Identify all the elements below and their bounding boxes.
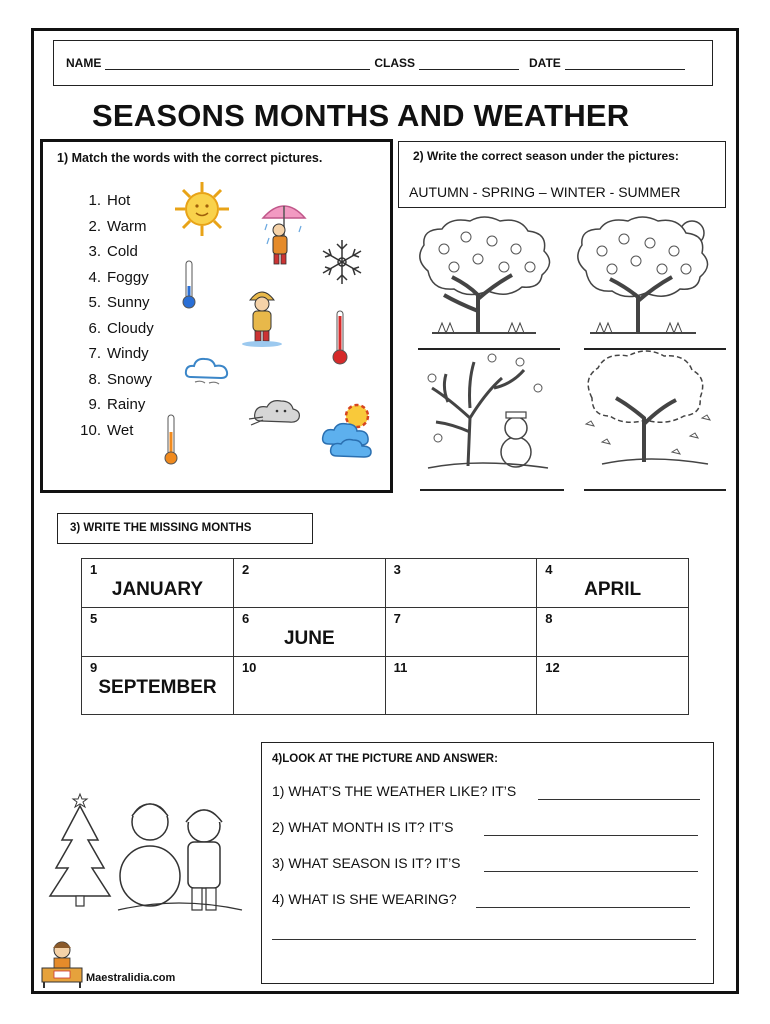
answer-line-month[interactable] (484, 835, 698, 836)
picture-questions-section (261, 742, 714, 984)
date-label: DATE (529, 56, 561, 70)
list-item: 6. Cloudy (88, 319, 154, 337)
month-cell[interactable]: 6 JUNE (233, 608, 385, 657)
winter-tree-icon[interactable] (408, 348, 560, 474)
month-cell[interactable]: 12 (537, 657, 689, 715)
month-cell[interactable]: 10 (233, 657, 385, 715)
section2-heading: 2) Write the correct season under the pictures: (413, 149, 679, 163)
spring-tree-icon[interactable] (408, 215, 560, 341)
list-item: 2. Warm (88, 217, 147, 235)
month-cell[interactable]: 7 (385, 608, 537, 657)
cold-thermometer-icon[interactable] (181, 260, 197, 310)
sun-cloud-icon[interactable] (321, 400, 379, 458)
answer-line-weather[interactable] (538, 799, 700, 800)
question-wearing: 4) WHAT IS SHE WEARING? (272, 891, 457, 907)
summer-tree-icon[interactable] (568, 215, 720, 341)
snow-kids-icon (38, 792, 250, 922)
season-answer-line-1[interactable] (418, 348, 560, 350)
cloud-icon[interactable] (183, 355, 231, 389)
sun-icon[interactable] (173, 180, 231, 238)
date-field[interactable] (565, 56, 685, 70)
list-item: 9. Rainy (88, 396, 146, 413)
month-cell[interactable]: 3 (385, 559, 537, 608)
name-label: NAME (66, 56, 102, 70)
list-item: 7. Windy (88, 345, 149, 362)
autumn-tree-icon[interactable] (572, 348, 724, 474)
month-cell[interactable]: 4 APRIL (537, 559, 689, 608)
month-cell[interactable]: 9 SEPTEMBER (82, 657, 234, 715)
season-answer-line-3[interactable] (420, 489, 564, 491)
warm-thermometer-icon[interactable] (163, 414, 179, 466)
question-season: 3) WHAT SEASON IS IT? IT’S (272, 855, 461, 871)
question-month: 2) WHAT MONTH IS IT? IT’S (272, 819, 454, 835)
snowflake-icon[interactable] (318, 238, 366, 286)
answer-line-season[interactable] (484, 871, 698, 872)
name-class-date-bar (53, 40, 713, 86)
season-word-bank: AUTUMN - SPRING – WINTER - SUMMER (409, 184, 681, 200)
month-cell[interactable]: 1 JANUARY (82, 559, 234, 608)
months-table (81, 558, 689, 715)
class-label: CLASS (374, 56, 416, 70)
season-answer-line-2[interactable] (584, 348, 726, 350)
match-words-section (40, 139, 393, 493)
weather-word-list (77, 192, 154, 447)
month-cell[interactable]: 8 (537, 608, 689, 657)
season-words-box (398, 141, 726, 208)
month-cell[interactable]: 2 (233, 559, 385, 608)
month-cell[interactable]: 5 (82, 608, 234, 657)
month-cell[interactable]: 11 (385, 657, 537, 715)
season-answer-line-4[interactable] (584, 489, 726, 491)
list-item: 1. Hot (88, 192, 131, 209)
class-field[interactable] (419, 56, 519, 70)
rain-boy-icon[interactable] (240, 286, 284, 348)
section4-heading: 4)LOOK AT THE PICTURE AND ANSWER: (272, 753, 498, 765)
name-field[interactable] (105, 56, 370, 70)
list-item: 3. Cold (88, 243, 138, 260)
answer-line-extra[interactable] (272, 939, 696, 940)
hot-thermometer-icon[interactable] (331, 310, 349, 366)
site-credit: Maestralidia.com (86, 972, 176, 984)
wind-cloud-icon[interactable] (247, 395, 303, 431)
list-item: 10. Wet (80, 421, 134, 439)
teacher-logo-icon (40, 938, 84, 988)
answer-line-wearing[interactable] (476, 907, 690, 908)
list-item: 5. Sunny (88, 294, 150, 311)
list-item: 8. Snowy (88, 370, 153, 388)
umbrella-girl-icon[interactable] (261, 198, 307, 270)
page-title: SEASONS MONTHS AND WEATHER (92, 98, 630, 133)
section1-heading: 1) Match the words with the correct pictures. (57, 151, 323, 165)
question-weather: 1) WHAT’S THE WEATHER LIKE? IT’S (272, 783, 517, 799)
list-item: 4. Foggy (88, 268, 149, 286)
section3-heading: 3) WRITE THE MISSING MONTHS (57, 513, 313, 544)
